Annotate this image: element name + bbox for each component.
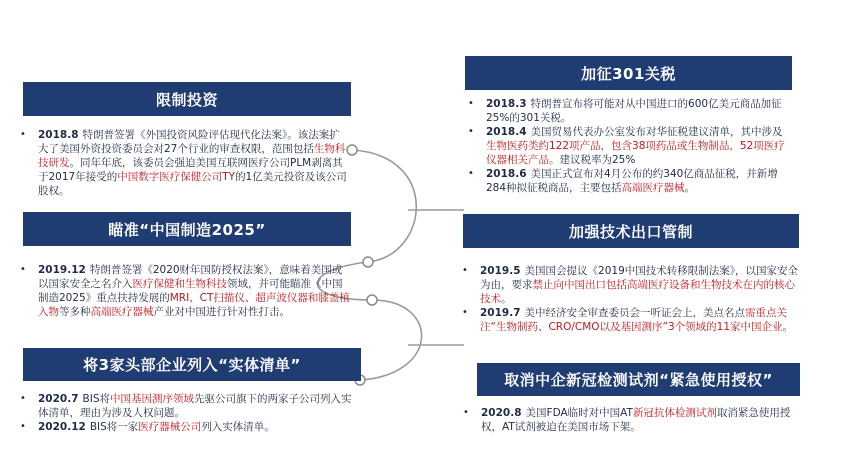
timeline-entry	[462, 264, 800, 306]
entry-text: 领域，并可能瞄准《中国制造2025》重点扶持发展的	[38, 278, 343, 304]
section-body-left-2	[20, 392, 352, 434]
highlight-text: 中国基因测序领域	[110, 393, 194, 405]
entry-year: 2018.6	[486, 168, 527, 180]
highlight-text: 中国数字医疗保健公司TY	[117, 171, 236, 183]
entry-text: 美国国会提议《2019中国技术转移限制法案》，以国家安全为由，要求	[480, 265, 799, 291]
entry-text: 。同年年底，该委员会强迫美国互联网医疗公司PLM剥离其于2017年接受的	[38, 157, 343, 183]
timeline-entry	[468, 125, 793, 167]
section-body-left-1	[20, 263, 350, 319]
highlight-text: 高端医疗器械	[621, 182, 685, 194]
timeline-entry	[463, 406, 798, 434]
entry-year: 2019.12	[38, 264, 86, 276]
section-body-right-0	[468, 97, 793, 195]
section-title-right-0: 加征301关税	[465, 56, 792, 90]
entry-text: 特朗普宣布将可能对从中国进口的600亿美元商品加征25%的301关税。	[486, 98, 782, 124]
entry-text: 美国贸易代表办公室发布对华征税建议清单，其中涉及	[530, 126, 783, 138]
highlight-text: 生物科技研发	[38, 143, 346, 169]
entry-text: BIS将一家	[89, 421, 139, 433]
entry-year: 2018.4	[486, 126, 527, 138]
timeline-entry	[462, 306, 800, 334]
entry-year: 2020.12	[38, 421, 86, 433]
timeline-node	[347, 145, 357, 155]
section-title-right-1: 加强技术出口管制	[463, 214, 799, 248]
section-title-left-1: 瞄准“中国制造2025”	[23, 212, 351, 246]
entry-text: 美国FDA临时对中国AT	[525, 407, 633, 419]
highlight-text: 高端医疗器械	[90, 306, 154, 318]
timeline-entry	[20, 420, 352, 434]
timeline-entry	[20, 392, 352, 420]
entry-text: 。建议税率为25%	[549, 154, 636, 166]
entry-text: 列入实体清单。	[201, 421, 275, 433]
entry-year: 2020.8	[481, 407, 522, 419]
entry-text: 。	[501, 293, 512, 305]
section-title-left-2: 将3家头部企业列入“实体清单”	[23, 348, 361, 381]
entry-text: 。	[782, 321, 794, 333]
timeline-node	[363, 257, 373, 267]
entry-year: 2019.5	[480, 265, 521, 277]
entry-text: 先驱公司旗下的两家子公司列入实体清单，理由为涉及人权问题。	[38, 393, 352, 419]
entry-text: 美中经济安全审查委员会一听证会上，美点名点	[524, 307, 746, 319]
entry-text: 的1亿美元投资及该公司股权。	[38, 171, 347, 197]
highlight-text: 医疗器械公司	[138, 421, 202, 433]
entry-year: 2019.7	[480, 307, 521, 319]
highlight-text: MRI、CT扫描仪、超声波仪器和膝盖植入物	[38, 292, 350, 318]
entry-text: 。	[684, 182, 696, 194]
entry-text: 美国正式宣布对4月公布的约340亿商品征税，并新增284种拟征税商品，主要包括	[486, 168, 778, 194]
timeline-node	[367, 295, 377, 305]
timeline-entry	[20, 263, 350, 319]
highlight-text: 生物医药类约122项产品，包含38项药品或生物制品，52项医疗仪器相关产品	[486, 140, 785, 166]
timeline-entry	[468, 97, 793, 125]
section-body-right-1	[462, 264, 800, 334]
highlight-text: 需重点关注“生物制药、CRO/CMO以及基因测序”3个领域的11家中国企业	[480, 307, 788, 333]
section-title-right-2: 取消中企新冠检测试剂“紧急使用授权”	[477, 363, 800, 396]
entry-text: 特朗普签署《2020财年国防授权法案》，意味着美国或以国家安全之名介入	[38, 264, 343, 290]
entry-text: 特朗普签署《外国投资风险评估现代化法案》。该法案扩大了美国外资投资委员会对27个行业的审查权限，范围包括	[38, 129, 340, 155]
highlight-text: 禁止向中国出口包括高端医疗设备和生物技术在内的核心技术	[480, 279, 795, 305]
section-title-left-0: 限制投资	[23, 82, 351, 116]
timeline-entry	[20, 128, 348, 198]
highlight-text: 医疗保健和生物科技	[132, 278, 227, 290]
timeline-entry	[468, 167, 793, 195]
section-body-left-0	[20, 128, 348, 198]
entry-text: BIS将	[82, 393, 110, 405]
section-body-right-2	[463, 406, 798, 434]
entry-text: 产业对中国进行针对性打击。	[153, 306, 290, 318]
entry-year: 2018.8	[38, 129, 79, 141]
entry-text: 等多种	[59, 306, 91, 318]
entry-text: 取消紧急使用授权，AT试剂被迫在美国市场下架。	[481, 407, 791, 433]
entry-year: 2018.3	[486, 98, 527, 110]
entry-year: 2020.7	[38, 393, 79, 405]
highlight-text: 新冠抗体检测试剂	[632, 407, 717, 419]
